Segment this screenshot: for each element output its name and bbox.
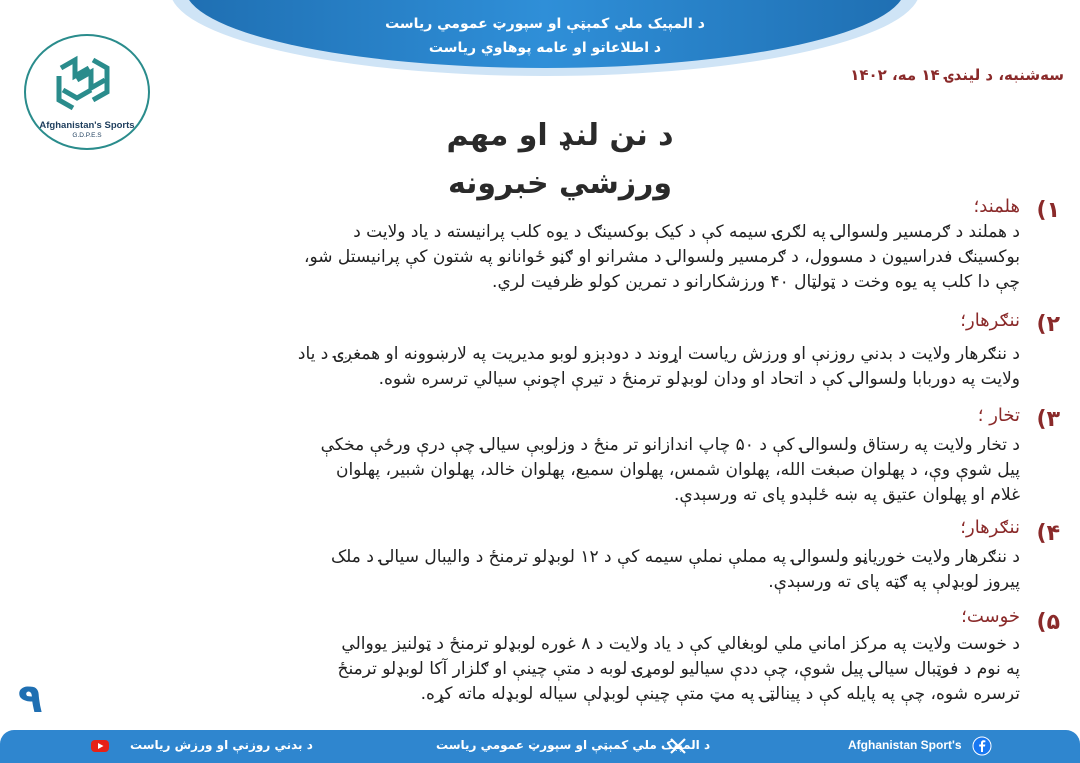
news-item-number: ۳) [1036, 407, 1060, 432]
page-title-line-1: د نن لنډ او مهم [446, 118, 674, 153]
footer-bar [0, 730, 1080, 763]
news-line: د هملند د ګرمسیر ولسوالۍ په لګرۍ سیمه کې د کیک بوکسینګ د یوه کلب پرانیسته د یاد ولایت د [353, 222, 1020, 242]
news-item-text [10, 220, 1020, 295]
footer-x-text[interactable]: د المپیک ملي کمېټې او سپورټ عمومي ریاست [436, 738, 711, 752]
news-item-heading: ننګرهار؛ [960, 310, 1020, 331]
news-line: په نوم د فوټبال سیالۍ پیل شوې، چې ددې سیالیو لومړۍ لوبه د متې چینې او ګلزار آکا لوبډلو ترمنځ [337, 659, 1020, 679]
news-line: ولایت په دوربابا ولسوالۍ کې د اتحاد او ودان لوبډلو ترمنځ د تیرې اچونې سیالي ترسره شوه. [378, 369, 1020, 389]
date: سه‌شنبه، د لیندۍ ۱۴ مه، ۱۴۰۲ [850, 66, 1064, 84]
news-item-number: ۲) [1036, 312, 1060, 337]
footer-facebook-text[interactable]: Afghanistan Sport's [848, 738, 962, 752]
news-item-text [10, 545, 1020, 595]
page-title-line-2: ورزشي خبرونه [447, 166, 673, 201]
news-line: ترسره شوه، چې په پایله کې د پینالټۍ په مټ متې چینې لوبډلې سیاله لوبډله ماته کړه. [420, 684, 1020, 704]
page-number: ۹ [18, 676, 43, 722]
news-line: د ننګرهار ولایت د بدني روزنې او ورزش ریاست اړوند د دودېزو لوبو مدیریت په لارښوونه او همغږۍ د یاد [297, 344, 1020, 364]
news-line: بوکسینګ فدراسیون د مسوول، د ګرمسیر ولسوالۍ د مشرانو او ګڼو ځوانانو په شتون کې پرانیستل شو، [304, 247, 1020, 267]
footer-youtube-text[interactable]: د بدني روزنې او ورزش ریاست [130, 738, 313, 752]
news-line: چې دا کلب په یوه وخت د ټولټال ۴۰ ورزشکارانو د تمرین کولو ظرفیت لري. [492, 272, 1020, 292]
logo-mark-icon [53, 46, 123, 118]
news-line: پیروز لوبډلې په ګټه پای ته ورسېدې. [768, 572, 1020, 592]
header-line-2: د اطلاعاتو او عامه پوهاوي ریاست [428, 40, 662, 56]
news-line: د تخار ولایت په رستاق ولسوالۍ کې د ۵۰ چاپ اندازانو تر منځ د وزلوبې سیالۍ چې درې ورځې مخکې [320, 435, 1020, 455]
news-item-number: ۱) [1036, 198, 1060, 223]
logo [24, 34, 150, 150]
news-line: پیل شوې وې، د پهلوان صبغت الله، پهلوان شمس، پهلوان سمیع، پهلوان خالد، پهلوان شبیر، پهلوان [335, 460, 1020, 480]
news-line: غلام او پهلوان عتیق په ښه ځلېدو پای ته ورسېدې. [674, 485, 1020, 505]
news-item-heading: خوست؛ [961, 606, 1020, 627]
youtube-icon[interactable] [90, 736, 110, 756]
news-line: د خوست ولایت په مرکز اماني ملي لوبغالي کې د یاد ولایت د ۸ غوره لوبډلو ترمنځ د ټولنیز یووالي [341, 634, 1020, 654]
news-item-number: ۵) [1036, 610, 1060, 635]
news-item-text [10, 433, 1020, 508]
header-banner [185, 0, 905, 68]
facebook-icon[interactable] [972, 736, 992, 756]
news-item-heading: تخار ؛ [977, 405, 1020, 426]
logo-subtitle: G.D.P.E.S [72, 132, 102, 139]
news-item-heading: ننګرهار؛ [960, 517, 1020, 538]
logo-name: Afghanistan's Sports [39, 120, 135, 131]
news-item-heading: هلمند؛ [973, 196, 1020, 217]
news-line: د ننګرهار ولایت خوږیاڼو ولسوالۍ په مملې نملې سیمه کې د ۱۲ لوبډلو ترمنځ د والیبال سیالۍ د ملک [330, 547, 1020, 567]
header-line-1: د المپیک ملي کمېټې او سپورټ عمومي ریاست [385, 16, 705, 32]
news-item-number: ۴) [1036, 521, 1060, 546]
news-item-text [10, 632, 1020, 707]
news-item-text [10, 342, 1020, 392]
